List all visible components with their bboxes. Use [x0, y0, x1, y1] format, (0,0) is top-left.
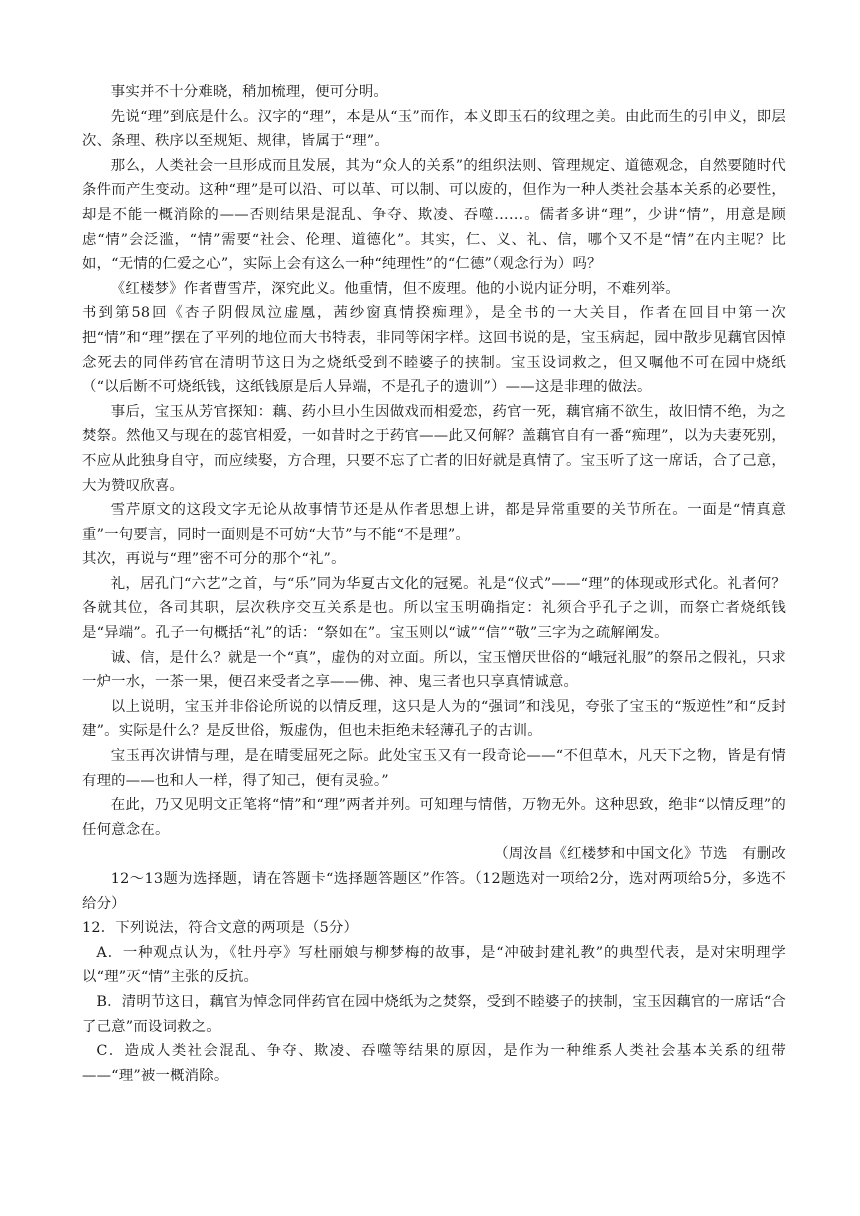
question-12 — [82, 916, 786, 1088]
option-c: C．造成人类社会混乱、争夺、欺凌、吞噬等结果的原因，是作为一种维系人类社会基本关系的纽带——“理”被一概消除。 — [82, 1043, 786, 1084]
option-b: B．清明节这日，藕官为悼念同伴药官在园中烧纸为之焚祭，受到不睦婆子的挟制，宝玉因藕官的一席话“合了己意”而设词救之。 — [82, 993, 786, 1035]
article-source: （周汝昌《红楼梦和中国文化》节选 有删改 — [494, 846, 786, 863]
paragraph-2: 先说“理”到底是什么。汉字的“理”，本是从“玉”而作，本义即玉石的纹理之美。由此而生的引申义，即层次、条理、秩序以至规矩、规律，皆属于“理”。 — [82, 108, 786, 150]
paragraph-8: 其次，再说与“理”密不可分的那个“礼”。 — [82, 551, 346, 568]
paragraph-4: 《红楼梦》作者曹雪芹，深究此义。他重情，但不废理。他的小说内证分明，不难列举。 — [110, 280, 680, 297]
paragraph-3: 那么，人类社会一旦形成而且发展，其为“众人的关系”的组织法则、管理规定、道德观念，自然要随时代条件而产生变动。这种“理”是可以沿、可以革、可以制、可以废的，但作为一种人类社会基本关系的必要性，却是不能一概消除的——否则结果是混乱、争夺、欺凌、吞噬……。儒者多讲“理”，少讲“情”，用意是顾虑“情”会泛滥，“情”需要“社会、伦理、道德化”。其实，仁、义、礼、信，哪个又不是“情”在内主呢？比如，“无情的仁爱之心”，实际上会有这么一种“纯理性”的“仁德”（观念行为）吗？ — [82, 157, 786, 273]
paragraph-9: 礼，居孔门“六艺”之首，与“乐”同为华夏古文化的冠冕。礼是“仪式”——“理”的体现或形式化。礼者何？各就其位，各司其职，层次秩序交互关系是也。所以宝玉明确指定：礼须合乎孔子之训，而祭亡者烧纸钱是“异端”。孔子一句概括“礼”的话：“祭如在”。宝玉则以“诚”“信”“敬”三字为之疏解阐发。 — [82, 575, 786, 642]
paragraph-5: 书到第58回《杏子阴假凤泣虚凰，茜纱窗真情揆痴理》，是全书的一大关目，作者在回目中第一次把“情”和“理”摆在了平列的地位而大书特表，非同等闲字样。这回书说的是，宝玉病起，园中散步见藕官因悼念死去的同伴药官在清明节这日为之烧纸受到不睦婆子的挟制。宝玉设词救之，但又嘱他不可在园中烧纸（“以后断不可烧纸钱，这纸钱原是后人异端，不是孔子的遗训”）——这是非理的做法。 — [82, 305, 786, 396]
paragraph-1: 事实并不十分难晓，稍加梳理，便可分明。 — [110, 84, 389, 100]
paragraph-10: 诚、信，是什么？就是一个“真”，虚伪的对立面。所以，宝玉憎厌世俗的“峨冠礼服”的祭吊之假礼，只求一炉一水，一茶一果，便召来受者之享——佛、神、鬼三者也只享真情诚意。 — [82, 649, 786, 691]
paragraph-11: 以上说明，宝玉并非俗论所说的以情反理，这只是人为的“强词”和浅见，夸张了宝玉的“叛逆性”和“反封建”。实际是什么？是反世俗，叛虚伪，但也未拒绝未轻薄孔子的古训。 — [82, 698, 786, 740]
paragraph-7: 雪芹原文的这段文字无论从故事情节还是从作者思想上讲，都是异常重要的关节所在。一面是“情真意重”一句要言，同时一面则是不可妨“大节”与不能“不是理”。 — [82, 502, 786, 543]
option-a: A．一种观点认为，《牡丹亭》写杜丽娘与柳梦梅的故事，是“冲破封建礼教”的典型代表，是对宋明理学以“理”灭“情”主张的反抗。 — [82, 944, 786, 986]
paragraph-12: 宝玉再次讲情与理，是在晴雯屈死之际。此处宝玉又有一段奇论——“不但草木，凡天下之物，皆是有情有理的——也和人一样，得了知己，便有灵验。” — [82, 748, 786, 789]
question-stem: 12．下列说法，符合文意的两项是（5分） — [82, 920, 359, 937]
paragraph-6: 事后，宝玉从芳官探知：藕、药小旦小生因做戏而相爱恋，药官一死，藕官痛不欲生，故旧情不绝，为之焚祭。然他又与现在的蕊官相爱，一如昔时之于药官——此又何解？盖藕官自有一番“痴理”，以为夫妻死别，不应从此独身自守，而应续娶，方合理，只要不忘了亡者的旧好就是真情了。宝玉听了这一席话，合了己意，大为赞叹欣喜。 — [82, 403, 786, 494]
section-instructions: 12～13题为选择题，请在答题卡“选择题答题区”作答。（12题选对一项给2分，选对两项给5分，多选不给分） — [82, 871, 786, 912]
paragraph-13: 在此，乃又见明文正笔将“情”和“理”两者并列。可知理与情偕，万物无外。这种思致，绝非“以情反理”的任何意念在。 — [82, 797, 786, 838]
article-body — [82, 80, 786, 867]
